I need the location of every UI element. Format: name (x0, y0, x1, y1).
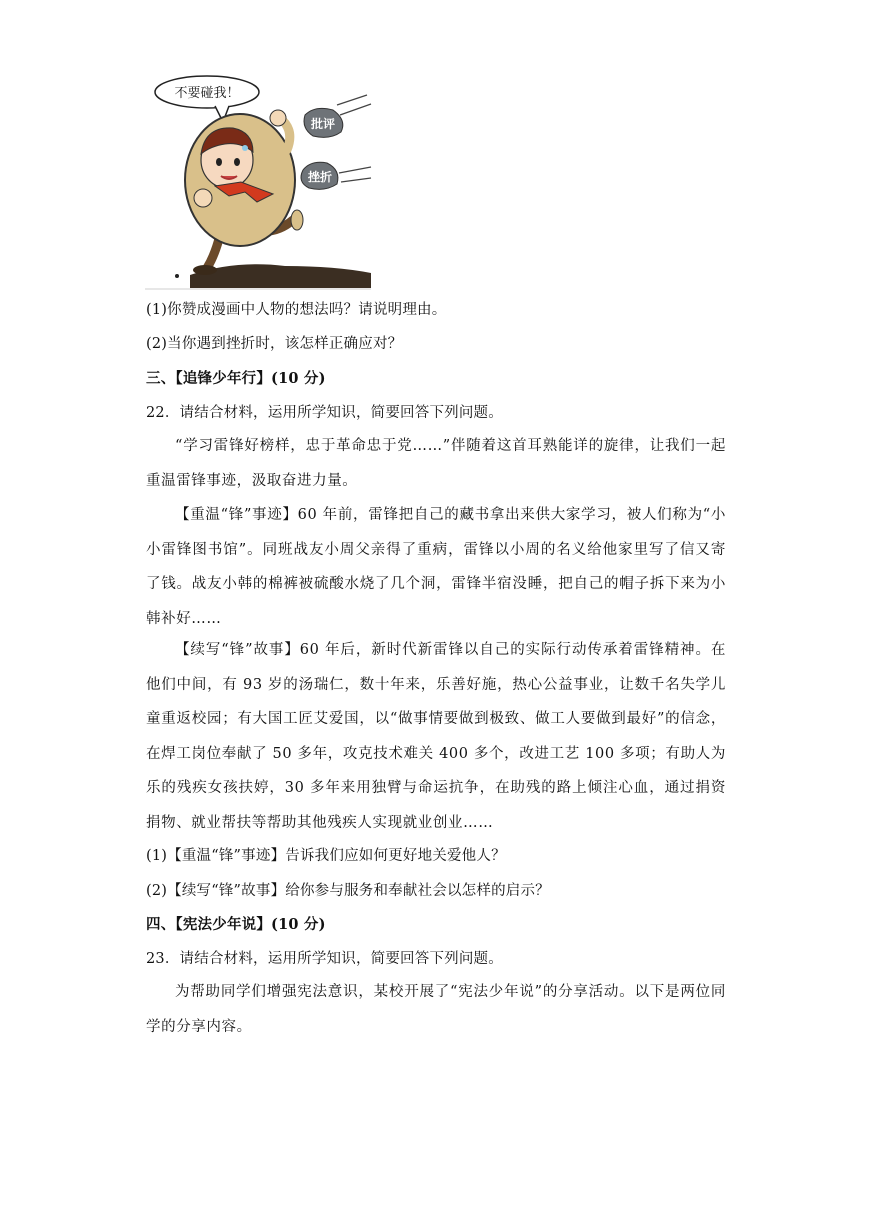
q22-intro-paragraph: “学习雷锋好榜样，忠于革命忠于党……”伴随着这首耳熟能详的旋律，让我们一起重温雷锋事迹，汲取奋进力量。 (146, 438, 726, 489)
q22-subquestion-1: (1)【重温“锋”事迹】告诉我们应如何更好地关爱他人？ (146, 848, 506, 864)
section-3-heading: 三、【追锋少年行】(10 分) (146, 370, 326, 387)
cartoon-illustration (145, 70, 375, 292)
q22-prompt: 22．请结合材料，运用所学知识，简要回答下列问题。 (146, 405, 503, 421)
q22-story-1-paragraph: 【重温“锋”事迹】60 年前，雷锋把自己的藏书拿出来供大家学习，被人们称为“小小雷锋图书馆”。同班战友小周父亲得了重病，雷锋以小周的名义给他家里写了信又寄了钱。战友小韩的棉裤被硫酸水烧了几个洞，雷锋半宿没睡，把自己的帽子拆下来为小韩补好…… (146, 507, 726, 627)
rock-label-criticism: 批评 (310, 117, 336, 131)
q22-subquestion-2: (2)【续写“锋”故事】给你参与服务和奉献社会以怎样的启示？ (146, 883, 550, 899)
q22-story-2-paragraph: 【续写“锋”故事】60 年后，新时代新雷锋以自己的实际行动传承着雷锋精神。在他们中间，有 93 岁的汤瑞仁，数十年来，乐善好施，热心公益事业，让数千名失学儿童重返校园；有大国工匠艾爱国，以“做事情要做到极致、做工人要做到最好”的信念，在焊工岗位奉献了 50 多年，攻克技术难关 400 多个，改进工艺 100 多项；有助人为乐的残疾女孩扶婷，30 多年来用独臂与命运抗争，在助残的路上倾注心血，通过捐资捐物、就业帮扶等帮助其他残疾人实现就业创业…… (146, 642, 726, 831)
speech-bubble-text: 不要碰我！ (174, 86, 240, 101)
rock-label-setback: 挫折 (307, 170, 333, 184)
q23-prompt: 23．请结合材料，运用所学知识，简要回答下列问题。 (146, 951, 503, 967)
q21-subquestion-1: (1)你赞成漫画中人物的想法吗？请说明理由。 (146, 302, 447, 318)
q23-intro-paragraph: 为帮助同学们增强宪法意识，某校开展了“宪法少年说”的分享活动。以下是两位同学的分享内容。 (146, 984, 726, 1035)
q21-subquestion-2: (2)当你遇到挫折时，该怎样正确应对？ (146, 336, 403, 352)
section-4-heading: 四、【宪法少年说】(10 分) (146, 916, 326, 933)
